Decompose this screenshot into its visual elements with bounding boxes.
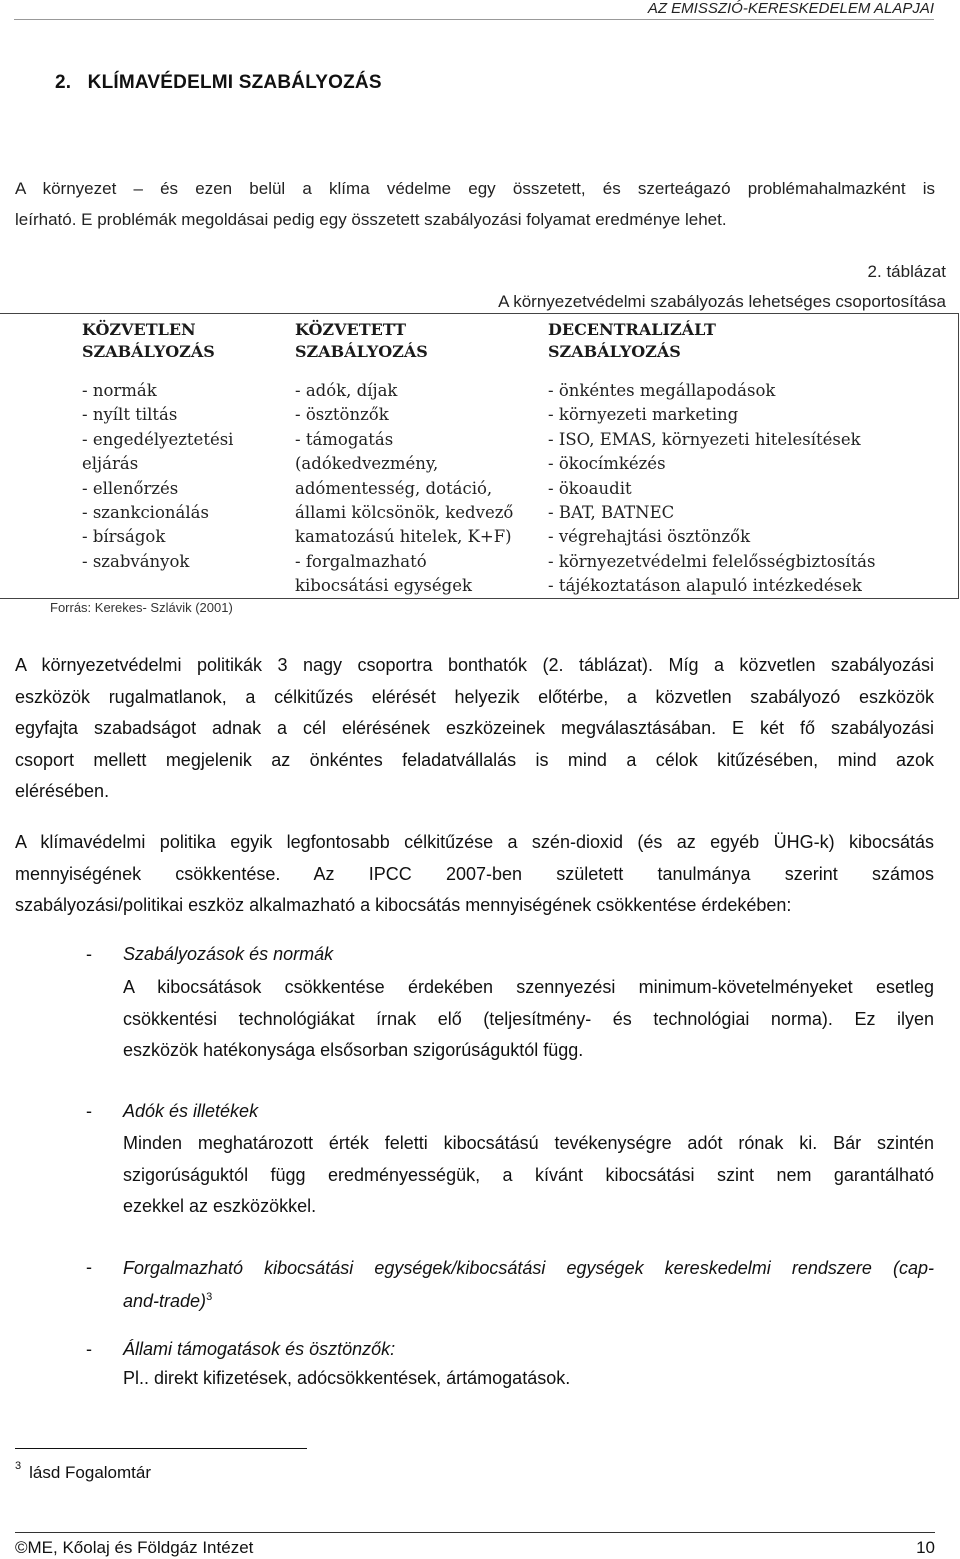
column-heading-line: SZABÁLYOZÁS [82,342,215,361]
text-fragment: and-trade) [123,1290,207,1311]
list-item: - környezetvédelmi felelősségbiztosítás [548,551,876,571]
bullet-dash: - [86,1257,92,1277]
list-item: - ökocímkézés [548,454,666,474]
text-line [123,1285,934,1313]
column-heading-line: SZABÁLYOZÁS [295,342,428,361]
list-item: eljárás [82,454,139,474]
list-item: kamatozású hitelek, K+F) [295,527,512,547]
list-item: kibocsátási egységek [295,576,472,596]
column-heading [548,319,875,363]
table-number: 2. táblázat [867,262,946,281]
column-heading [295,319,513,363]
table-title: A környezetvédelmi szabályozás lehetséges csoportosítása [498,292,946,311]
footnote-separator [15,1448,307,1449]
list-item: állami kölcsönök, kedvező [295,503,514,523]
bullet-dash: - [86,944,92,964]
list-item: - bírságok [82,527,166,547]
list-item: - ISO, EMAS, környezeti hitelesítések [548,429,861,449]
column-heading-line: DECENTRALIZÁLT [548,320,716,339]
bullet-title: Állami támogatások és ösztönzők: [123,1339,396,1359]
bullet-body [123,972,934,1067]
footnote-text: lásd Fogalomtár [29,1463,152,1482]
bullet-title: Szabályozások és normák [123,944,334,964]
text-line: szabályozási/politikai eszköz alkalmazható a kibocsátás mennyiségének csökkentése érdekében: [15,895,792,915]
text-line: csökkentési technológiákat írnak elő (teljesítmény- és technológiai norma). Ez ilyen [123,1008,934,1029]
list-item: - ösztönzők [295,405,389,425]
list-item: adómentesség, dotáció, [295,478,493,498]
text-line: A környezetvédelmi politikák 3 nagy csoportra bonthatók (2. táblázat). Míg a közvetlen szabályozási [15,655,934,675]
column-heading [82,319,233,363]
footnote [15,1460,151,1483]
table-source: Forrás: Kerekes- Szlávik (2001) [50,600,233,615]
list-item: - nyílt tiltás [82,405,178,425]
text-line: Forgalmazható kibocsátási egységek/kibocsátási egységek kereskedelmi rendszere (cap- [123,1258,934,1278]
text-line: Pl.. direkt kifizetések, adócsökkentések, ártámogatások. [123,1368,571,1388]
table-column-direct [82,319,233,574]
paragraph-climate-policy [15,827,934,922]
text-line: eszközök rugalmatlanok, a célkitűzés elérését helyezik előtérbe, a közvetlen szabályozó eszközök [15,686,934,707]
list-item: - szankcionálás [82,503,209,523]
list-item: - tájékoztatáson alapuló intézkedések [548,576,862,596]
bullet-dash: - [86,1339,92,1359]
list-item: - szabványok [82,551,190,571]
bullet-body [123,1363,934,1395]
text-line: A kibocsátások csökkentése érdekében szennyezési minimum-követelményeket esetleg [123,977,934,997]
text-line: ezekkel az eszközökkel. [123,1196,317,1216]
list-item: - ellenőrzés [82,478,179,498]
text-line: eszközök hatékonysága elsősorban szigorúságuktól függ. [123,1040,584,1060]
table-column-decentralized [548,319,875,599]
footer-separator [15,1532,935,1533]
column-heading-line: SZABÁLYOZÁS [548,342,681,361]
intro-paragraph [15,173,935,235]
list-item: - ökoaudit [548,478,632,498]
table-column-indirect [295,319,513,599]
text-line: mennyiségének csökkentése. Az IPCC 2007-ben született tanulmánya szerint számos [15,863,934,884]
bullet-body [123,1128,934,1223]
footnote-number: 3 [15,1460,22,1472]
running-header: AZ EMISSZIÓ-KERESKEDELEM ALAPJAI [14,0,934,20]
paragraph-policies [15,650,934,808]
page-number: 10 [916,1538,935,1557]
list-item: - önkéntes megállapodások [548,381,776,400]
text-line: csoport mellett megjelenik az önkéntes feladatvállalás is mind a célok kitűzésében, mind azok [15,749,934,770]
chapter-title: 2. KLÍMAVÉDELMI SZABÁLYOZÁS [55,72,382,93]
text-line: A környezet – és ezen belül a klíma védelme egy összetett, és szerteágazó problémahalmazként is [15,179,935,198]
footer-publisher: ©ME, Kőolaj és Földgáz Intézet [15,1538,254,1557]
list-item: - forgalmazható [295,551,427,571]
column-heading-line: KÖZVETLEN [82,320,196,339]
bullet-title [123,1253,934,1313]
text-line: A klímavédelmi politika egyik legfontosabb célkitűzése a szén-dioxid (és az egyéb ÜHG-k) kibocsátás [15,832,934,852]
list-item: - környezeti marketing [548,405,739,425]
text-line: szigorúságuktól függ eredményességük, a kívánt kibocsátási szint nem garantálható [123,1164,934,1185]
list-item: - normák [82,381,157,400]
text-line: elérésében. [15,781,110,801]
bullet-dash: - [86,1101,92,1121]
text-line: egyfajta szabadságot adnak a cél elérésének eszközeinek megválasztásában. E két fő szabályozási [15,718,934,738]
text-line: leírható. E problémák megoldásai pedig egy összetett szabályozási folyamat eredménye lehet. [15,210,727,229]
list-item: - BAT, BATNEC [548,503,675,523]
column-heading-line: KÖZVETETT [295,320,407,339]
footnote-ref[interactable]: 3 [206,1290,213,1303]
list-item: - engedélyeztetési [82,429,234,449]
list-item: - adók, díjak [295,381,398,400]
list-item: (adókedvezmény, [295,454,439,474]
list-item: - támogatás [295,429,394,449]
text-line: Minden meghatározott érték feletti kibocsátású tevékenységre adót rónak ki. Bár szintén [123,1133,934,1153]
table-caption [498,257,946,317]
bullet-title: Adók és illetékek [123,1101,259,1121]
list-item: - végrehajtási ösztönzők [548,527,751,547]
